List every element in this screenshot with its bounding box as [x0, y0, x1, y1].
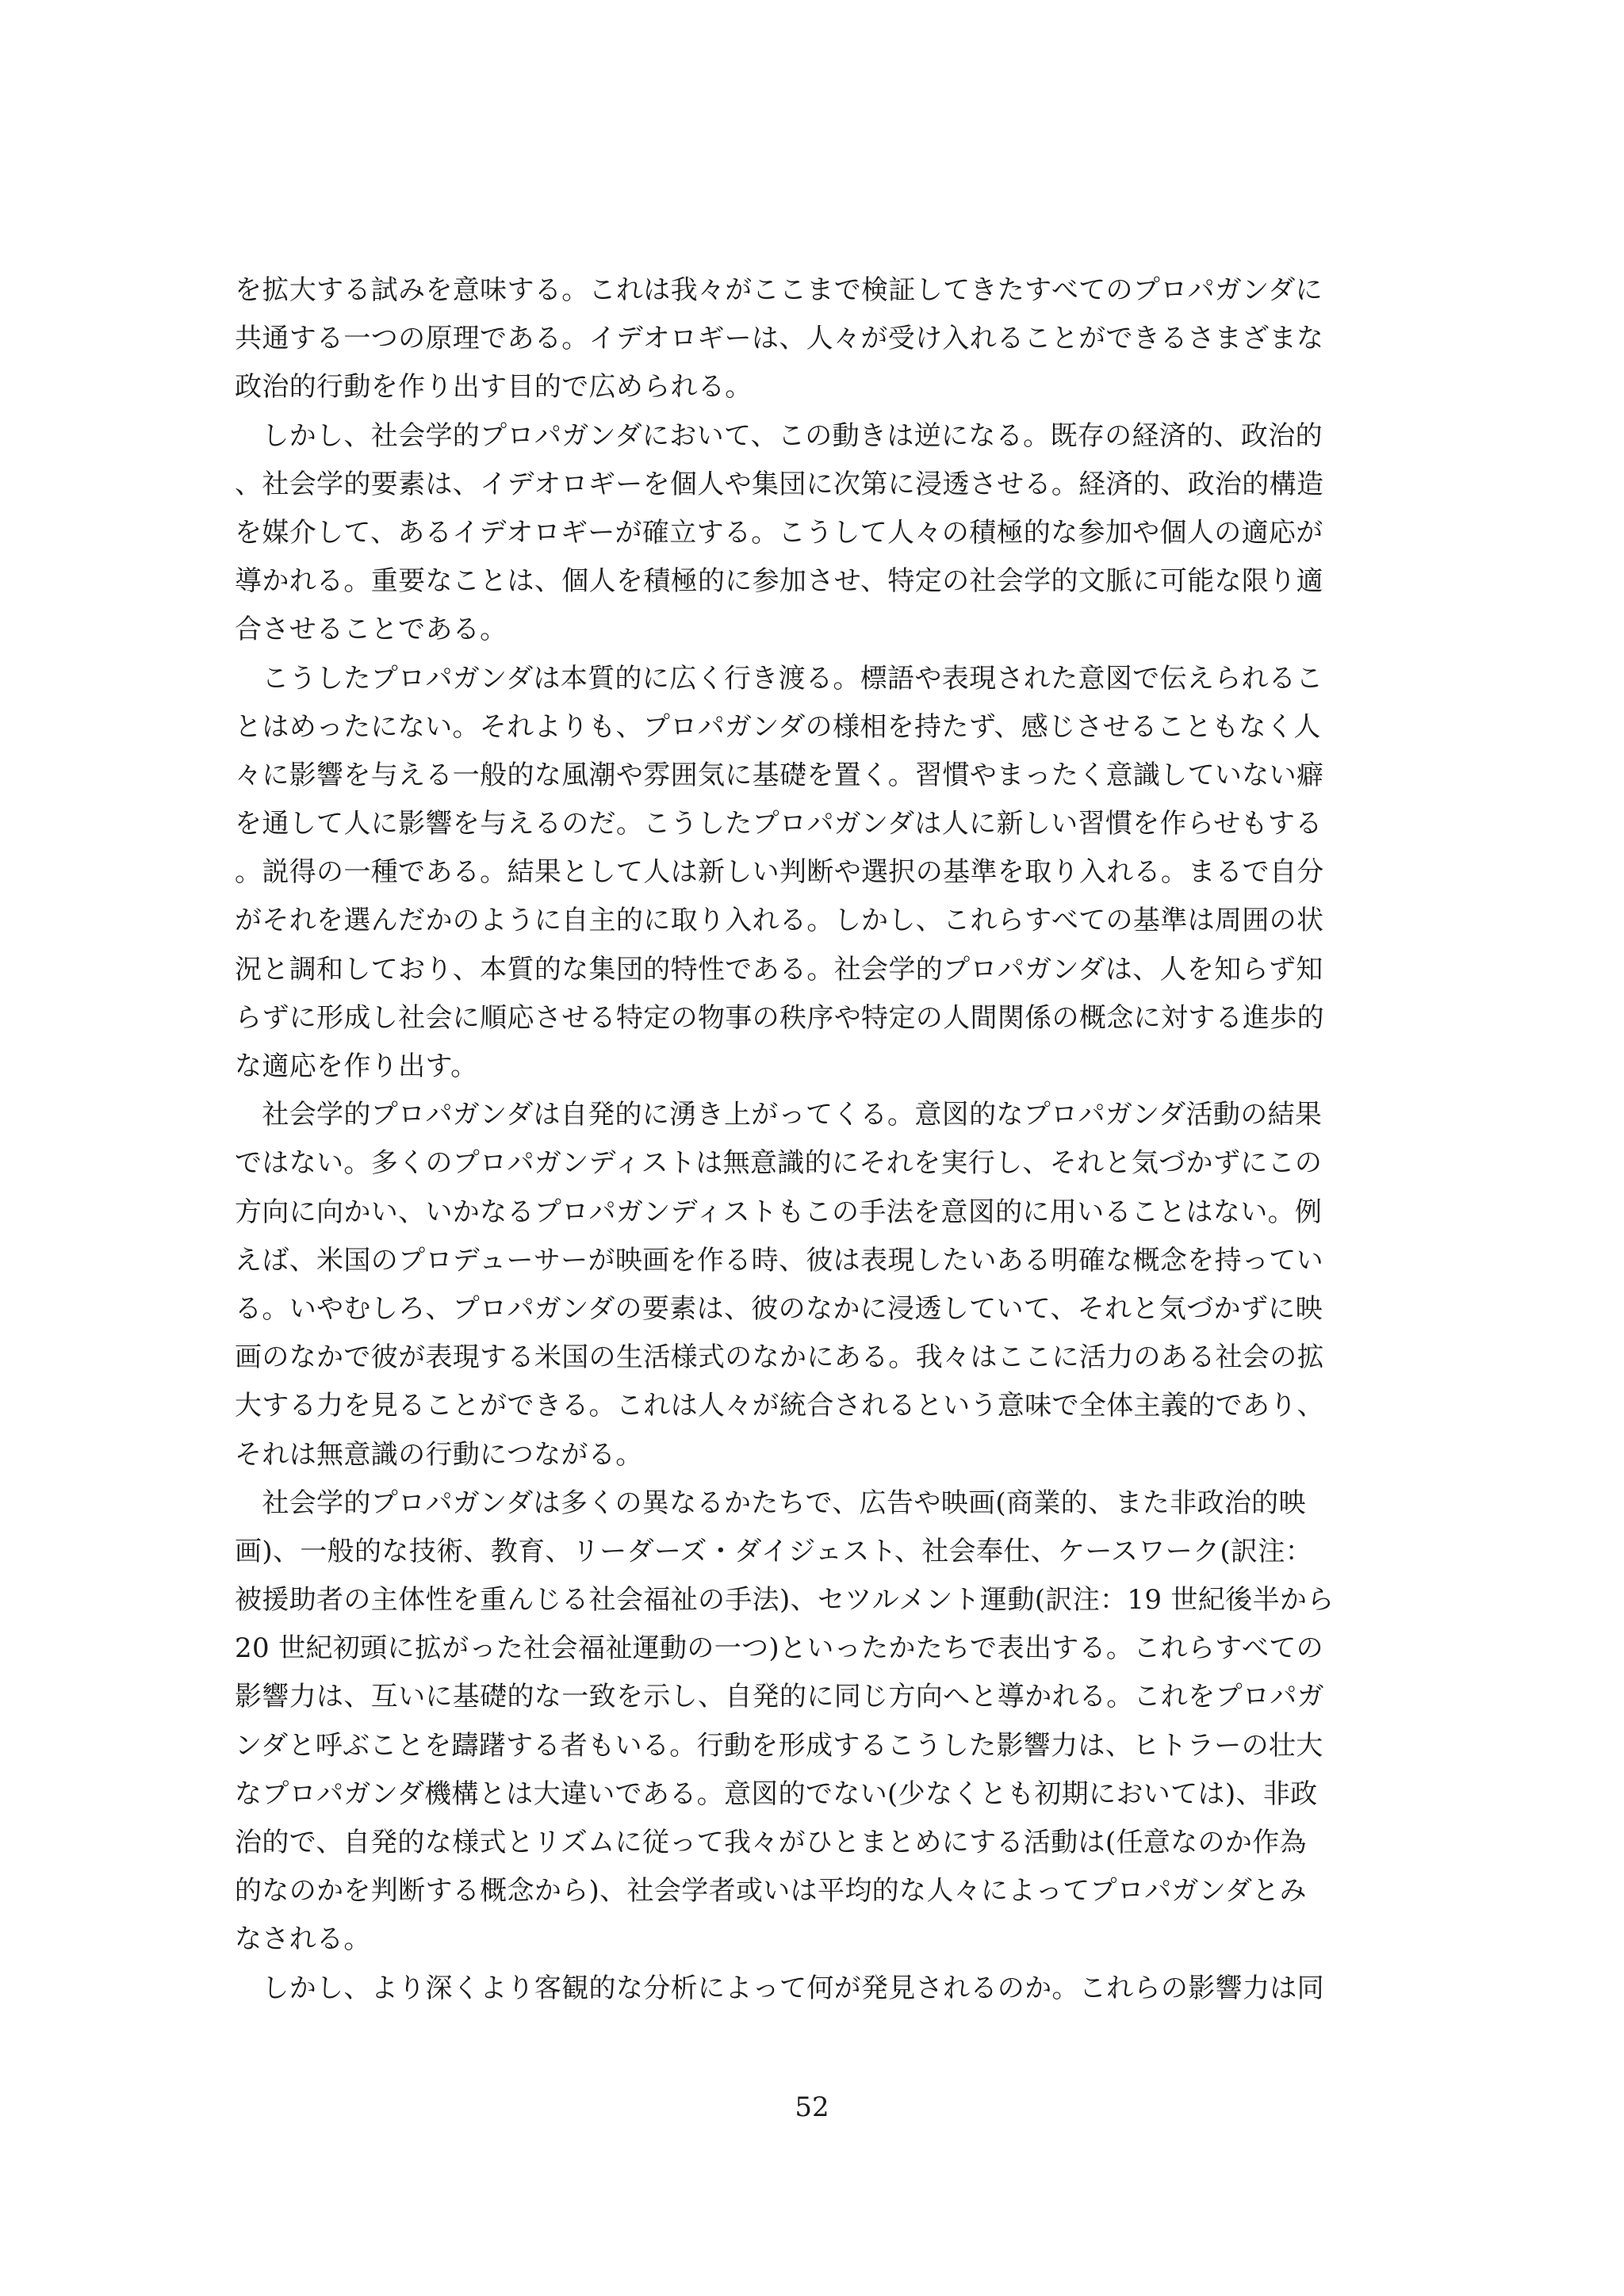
- text-line: 。説得の一種である。結果として人は新しい判断や選択の基準を取り入れる。まるで自分: [235, 856, 1324, 889]
- page-number: 52: [795, 2091, 829, 2123]
- text-line: 画のなかで彼が表現する米国の生活様式のなかにある。我々はここに活力のある社会の拡: [235, 1341, 1324, 1374]
- text-line: 社会学的プロパガンダは自発的に湧き上がってくる。意図的なプロパガンダ活動の結果: [235, 1099, 1323, 1131]
- text-line: がそれを選んだかのように自主的に取り入れる。しかし、これらすべての基準は周囲の状: [235, 905, 1324, 937]
- text-line: を拡大する試みを意味する。これは我々がここまで検証してきたすべてのプロパガンダに: [235, 274, 1323, 306]
- text-line: な適応を作り出す。: [235, 1050, 478, 1082]
- text-line: 的なのかを判断する概念から)、社会学者或いは平均的な人々によってプロパガンダとみ: [235, 1875, 1307, 1908]
- text-line: 合させることである。: [235, 614, 508, 646]
- text-line: 々に影響を与える一般的な風潮や雰囲気に基礎を置く。習慣やまったく意識していない癖: [235, 759, 1324, 791]
- text-line: 大する力を見ることができる。これは人々が統合されるという意味で全体主義的であり、: [235, 1390, 1324, 1422]
- text-line: 社会学的プロパガンダは多くの異なるかたちで、広告や映画(商業的、また非政治的映: [235, 1487, 1306, 1519]
- text-line: なされる。: [235, 1923, 371, 1956]
- text-line: らずに形成し社会に順応させる特定の物事の秩序や特定の人間関係の概念に対する進歩的: [235, 1001, 1324, 1034]
- text-line: なプロパガンダ機構とは大違いである。意図的でない(少なくとも初期においては)、非政: [235, 1777, 1318, 1810]
- text-line: 治的で、自発的な様式とリズムに従って我々がひとまとめにする活動は(任意なのか作為: [235, 1827, 1307, 1858]
- text-line: 方向に向かい、いかなるプロパガンディストもこの手法を意図的に用いることはない。例: [235, 1196, 1323, 1228]
- text-line: こうしたプロパガンダは本質的に広く行き渡る。標語や表現された意図で伝えられるこ: [235, 662, 1323, 695]
- text-line: 20 世紀初頭に拡がった社会福祉運動の一つ)といったかたちで表出する。これらすべての: [235, 1632, 1324, 1665]
- text-line: しかし、より深くより客観的な分析によって何が発見されるのか。これらの影響力は同: [235, 1972, 1324, 2004]
- text-line: しかし、社会学的プロパガンダにおいて、この動きは逆になる。既存の経済的、政治的: [235, 419, 1323, 452]
- text-line: それは無意識の行動につながる。: [235, 1438, 643, 1471]
- text-line: 共通する一つの原理である。イデオロギーは、人々が受け入れることができるさまざまな: [235, 323, 1324, 355]
- text-line: ではない。多くのプロパガンディストは無意識的にそれを実行し、それと気づかずにこの: [235, 1147, 1323, 1180]
- text-line: 影響力は、互いに基礎的な一致を示し、自発的に同じ方向へと導かれる。これをプロパガ: [235, 1681, 1324, 1713]
- text-line: る。いやむしろ、プロパガンダの要素は、彼のなかに浸透していて、それと気づかずに映: [235, 1292, 1323, 1325]
- body-text: [235, 266, 1394, 2013]
- text-line: えば、米国のプロデューサーが映画を作る時、彼は表現したいある明確な概念を持ってい: [235, 1244, 1323, 1276]
- text-line: 政治的行動を作り出す目的で広められる。: [235, 371, 753, 404]
- text-line: を通して人に影響を与えるのだ。こうしたプロパガンダは人に新しい習慣を作らせもする: [235, 808, 1323, 840]
- text-line: 況と調和しており、本質的な集団的特性である。社会学的プロパガンダは、人を知らず知: [235, 953, 1323, 985]
- text-line: ンダと呼ぶことを躊躇する者もいる。行動を形成するこうした影響力は、ヒトラーの壮大: [235, 1729, 1323, 1762]
- text-line: 、社会学的要素は、イデオロギーを個人や集団に次第に浸透させる。経済的、政治的構造: [235, 468, 1324, 500]
- text-line: 導かれる。重要なことは、個人を積極的に参加させ、特定の社会学的文脈に可能な限り適: [235, 565, 1323, 598]
- text-line: 画)、一般的な技術、教育、リーダーズ・ダイジェスト、社会奉仕、ケースワーク(訳注：: [235, 1535, 1313, 1567]
- text-line: とはめったにない。それよりも、プロパガンダの様相を持たず、感じさせることもなく人: [235, 710, 1321, 743]
- text-line: 被援助者の主体性を重んじる社会福祉の手法)、セツルメント運動(訳注：19 世紀後半から: [235, 1584, 1335, 1617]
- text-line: を媒介して、あるイデオロギーが確立する。こうして人々の積極的な参加や個人の適応が: [235, 516, 1323, 549]
